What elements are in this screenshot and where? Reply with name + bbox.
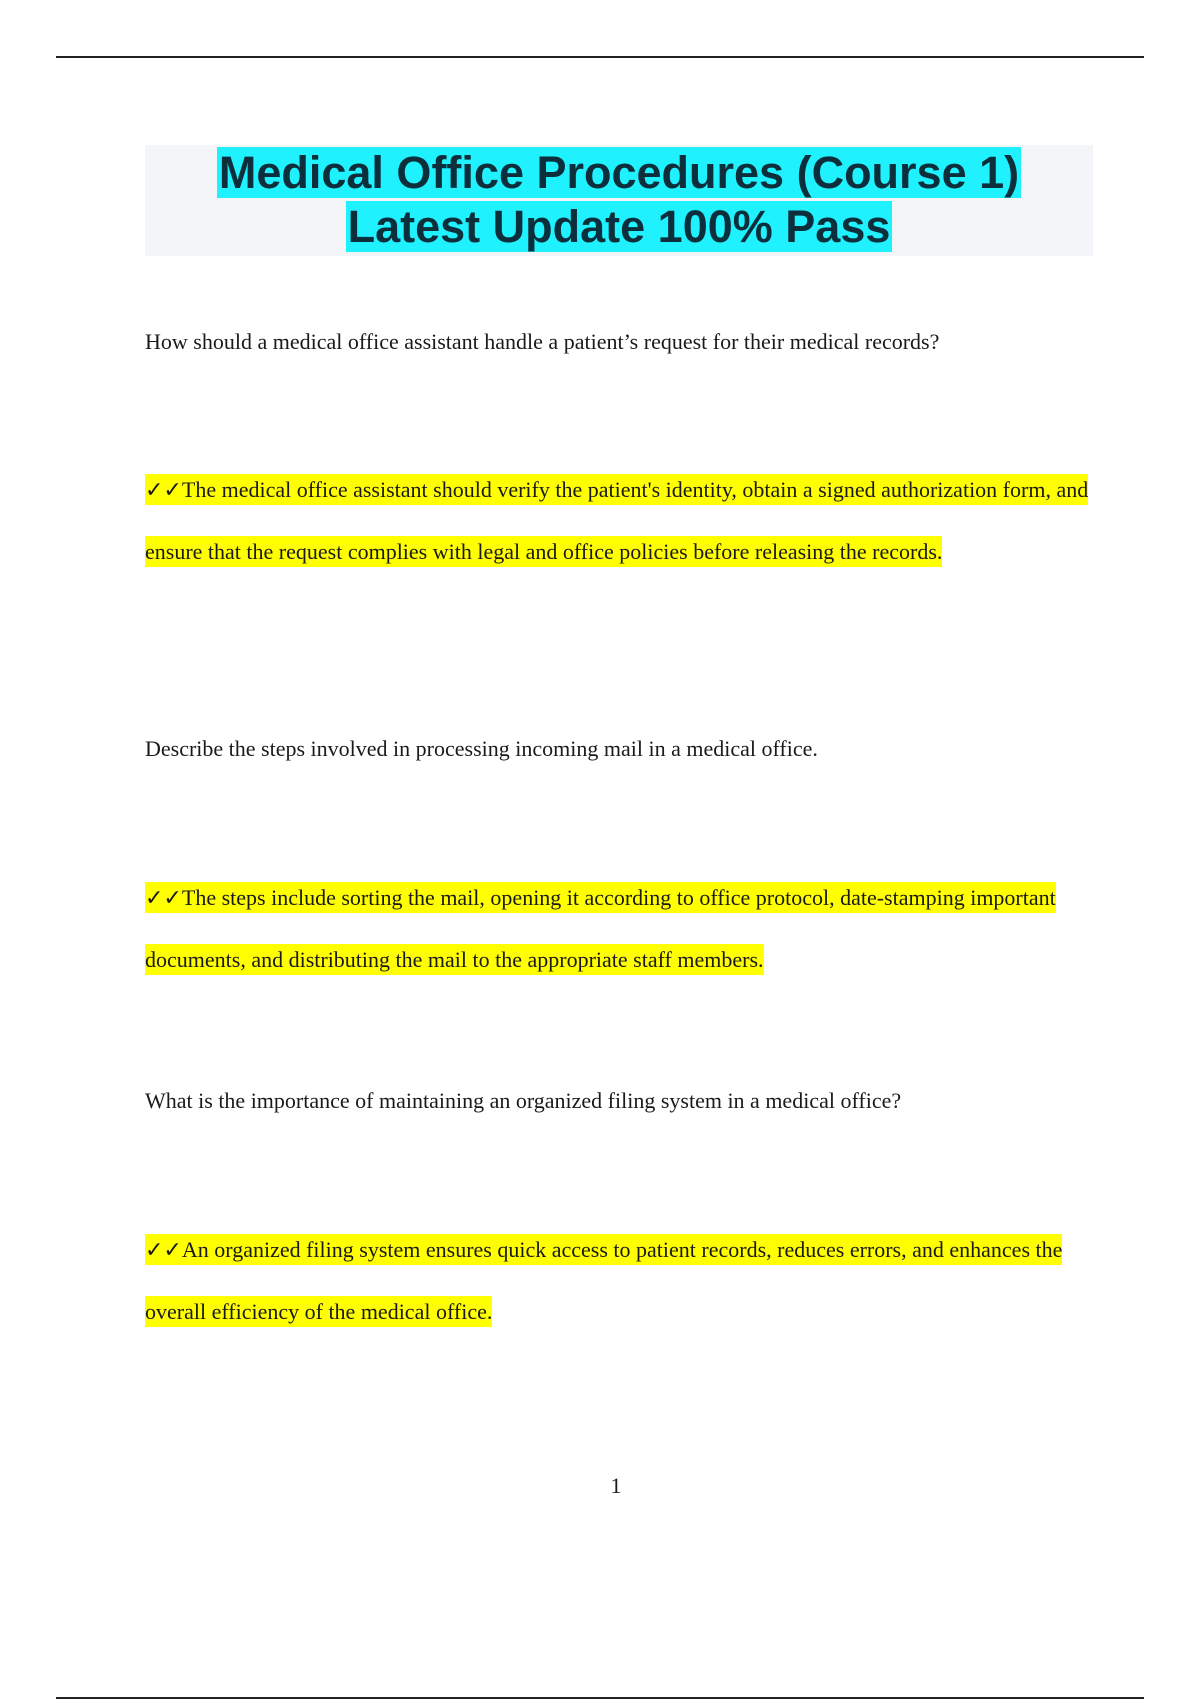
bottom-rule [56,1697,1144,1699]
double-check-icon: ✓✓ [145,886,182,911]
question-2: Describe the steps involved in processing incoming mail in a medical office. [145,736,818,761]
double-check-icon: ✓✓ [145,1238,182,1263]
answer-1-text: The medical office assistant should verify the patient's identity, obtain a signed authorization form, and ensure that the request complies with legal and office policies before releasing the records. [145,477,1089,564]
question-3: What is the importance of maintaining an organized filing system in a medical office? [145,1088,902,1113]
title-line-1: Medical Office Procedures (Course 1) [218,147,1020,198]
top-rule [56,56,1144,58]
document-title [145,145,1093,256]
page-number: 1 [610,1473,622,1498]
answer-1-highlight [145,474,1088,567]
question-1: How should a medical office assistant handle a patient’s request for their medical records? [145,329,940,354]
answer-2 [145,867,1095,990]
answer-3-text: An organized filing system ensures quick access to patient records, reduces errors, and enhances the overall efficiency of the medical office. [145,1237,1063,1324]
answer-2-text: The steps include sorting the mail, opening it according to office protocol, date-stamping important documents, and distributing the mail to the appropriate staff members. [145,885,1056,972]
answer-2-highlight [145,882,1056,975]
answer-1 [145,459,1095,582]
double-check-icon: ✓✓ [145,478,182,503]
title-line-2: Latest Update 100% Pass [347,201,891,252]
answer-3-highlight [145,1234,1062,1327]
answer-3 [145,1219,1095,1342]
